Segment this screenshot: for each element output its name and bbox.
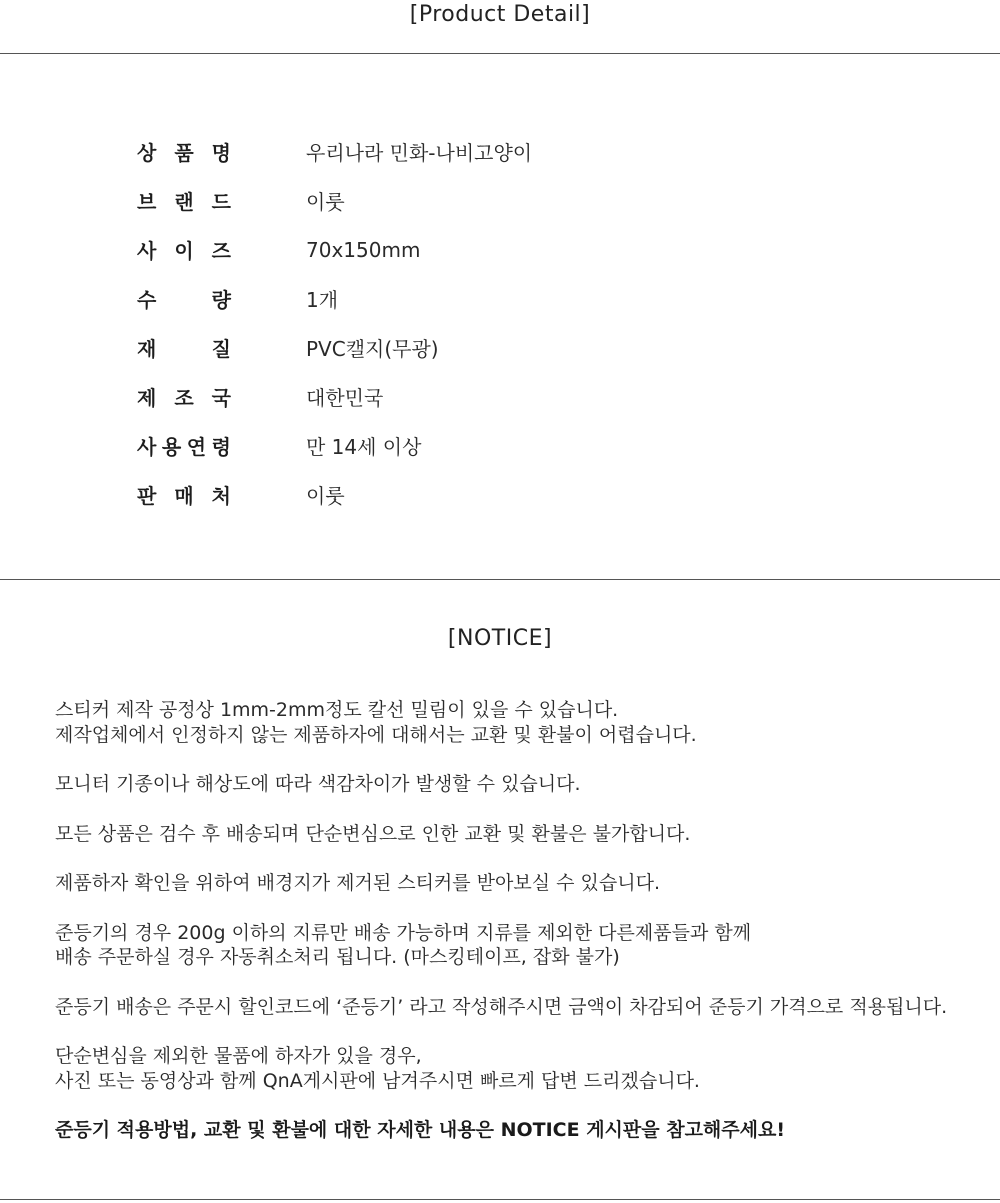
notice-line: 준등기의 경우 200g 이하의 지류만 배송 가능하며 지류를 제외한 다른제품들과 함께	[55, 921, 752, 944]
spec-label-char: 연	[186, 435, 207, 459]
spec-value: PVC캘지(무광)	[306, 337, 439, 361]
spec-label-char: 질	[211, 337, 231, 361]
spec-row	[137, 421, 837, 470]
notice-line: 모니터 기종이나 해상도에 따라 색감차이가 발생할 수 있습니다.	[55, 773, 581, 795]
spec-value: 1개	[306, 288, 339, 312]
notice-paragraph	[55, 921, 985, 970]
notice-paragraph	[55, 871, 985, 896]
spec-value: 우리나라 민화-나비고양이	[306, 141, 533, 165]
spec-table	[137, 127, 837, 519]
spec-label-char: 제	[137, 386, 157, 410]
notice-line: 배송 주문하실 경우 자동취소처리 됩니다. (마스킹테이프, 잡화 불가)	[55, 946, 620, 968]
divider-top	[0, 53, 1000, 54]
spec-row	[137, 127, 837, 176]
notice-emphasis	[55, 1118, 985, 1143]
spec-row	[137, 225, 837, 274]
spec-value: 대한민국	[306, 386, 384, 410]
spec-label	[137, 382, 231, 411]
notice-line: 사진 또는 동영상과 함께 QnA게시판에 남겨주시면 빠르게 답변 드리겠습니다.	[55, 1069, 700, 1092]
spec-row	[137, 274, 837, 323]
spec-label	[137, 284, 231, 313]
notice-line: 제작업체에서 인정하지 않는 제품하자에 대해서는 교환 및 환불이 어렵습니다.	[55, 723, 697, 746]
spec-label	[137, 480, 231, 509]
spec-label	[137, 333, 231, 362]
notice-line: 단순변심을 제외한 물품에 하자가 있을 경우,	[55, 1045, 422, 1067]
notice-line: 모든 상품은 검수 후 배송되며 단순변심으로 인한 교환 및 환불은 불가합니다.	[55, 822, 691, 845]
spec-label-char: 사	[137, 435, 157, 459]
notice-line: 준등기 배송은 주문시 할인코드에 ‘준등기’ 라고 작성해주시면 금액이 차감되어 준등기 가격으로 적용됩니다.	[55, 995, 948, 1018]
spec-label-char: 용	[161, 435, 182, 459]
notice-paragraph	[55, 1044, 985, 1093]
spec-label	[137, 235, 231, 264]
notice-title: [NOTICE]	[447, 626, 553, 651]
spec-label-char: 처	[211, 484, 231, 508]
spec-label-char: 수	[137, 288, 157, 312]
spec-label-char: 사	[137, 239, 157, 263]
spec-label-char: 매	[174, 484, 194, 508]
spec-label	[137, 431, 231, 460]
spec-label-char: 조	[174, 386, 194, 410]
spec-value: 만 14세 이상	[306, 435, 422, 459]
spec-value: 70x150mm	[306, 237, 421, 262]
spec-label-char: 량	[211, 288, 231, 312]
notice-line: 준등기 적용방법, 교환 및 환불에 대한 자세한 내용은 NOTICE 게시판을 참고해주세요!	[55, 1119, 786, 1141]
notice-line: 제품하자 확인을 위하여 배경지가 제거된 스티커를 받아보실 수 있습니다.	[55, 872, 660, 894]
spec-label-char: 이	[174, 239, 194, 263]
spec-label	[137, 137, 231, 166]
spec-label-char: 령	[211, 435, 231, 459]
spec-label-char: 상	[137, 141, 157, 165]
spec-row	[137, 176, 837, 225]
spec-label-char: 브	[137, 190, 157, 214]
spec-label-char: 재	[137, 337, 157, 361]
spec-row	[137, 372, 837, 421]
notice-line: 스티커 제작 공정상 1mm-2mm정도 칼선 밀림이 있을 수 있습니다.	[55, 699, 619, 721]
spec-label-char: 즈	[211, 239, 231, 263]
spec-label-char: 판	[137, 484, 157, 508]
notice-paragraph	[55, 995, 985, 1020]
notice-paragraph	[55, 822, 985, 847]
notice-paragraph	[55, 698, 985, 747]
spec-label-char: 드	[211, 190, 231, 214]
spec-value: 이룻	[306, 484, 345, 508]
spec-label-char: 국	[211, 386, 231, 410]
spec-row	[137, 323, 837, 372]
spec-value: 이룻	[306, 190, 345, 214]
spec-label-char: 품	[174, 141, 194, 165]
notice-paragraph	[55, 772, 985, 797]
spec-row	[137, 470, 837, 519]
spec-label-char: 명	[211, 141, 231, 165]
spec-label	[137, 186, 231, 215]
notice-body	[55, 698, 985, 1168]
product-detail-title: [Product Detail]	[409, 2, 591, 27]
divider-middle	[0, 579, 1000, 580]
divider-bottom	[0, 1199, 1000, 1200]
spec-label-char: 랜	[174, 190, 194, 214]
